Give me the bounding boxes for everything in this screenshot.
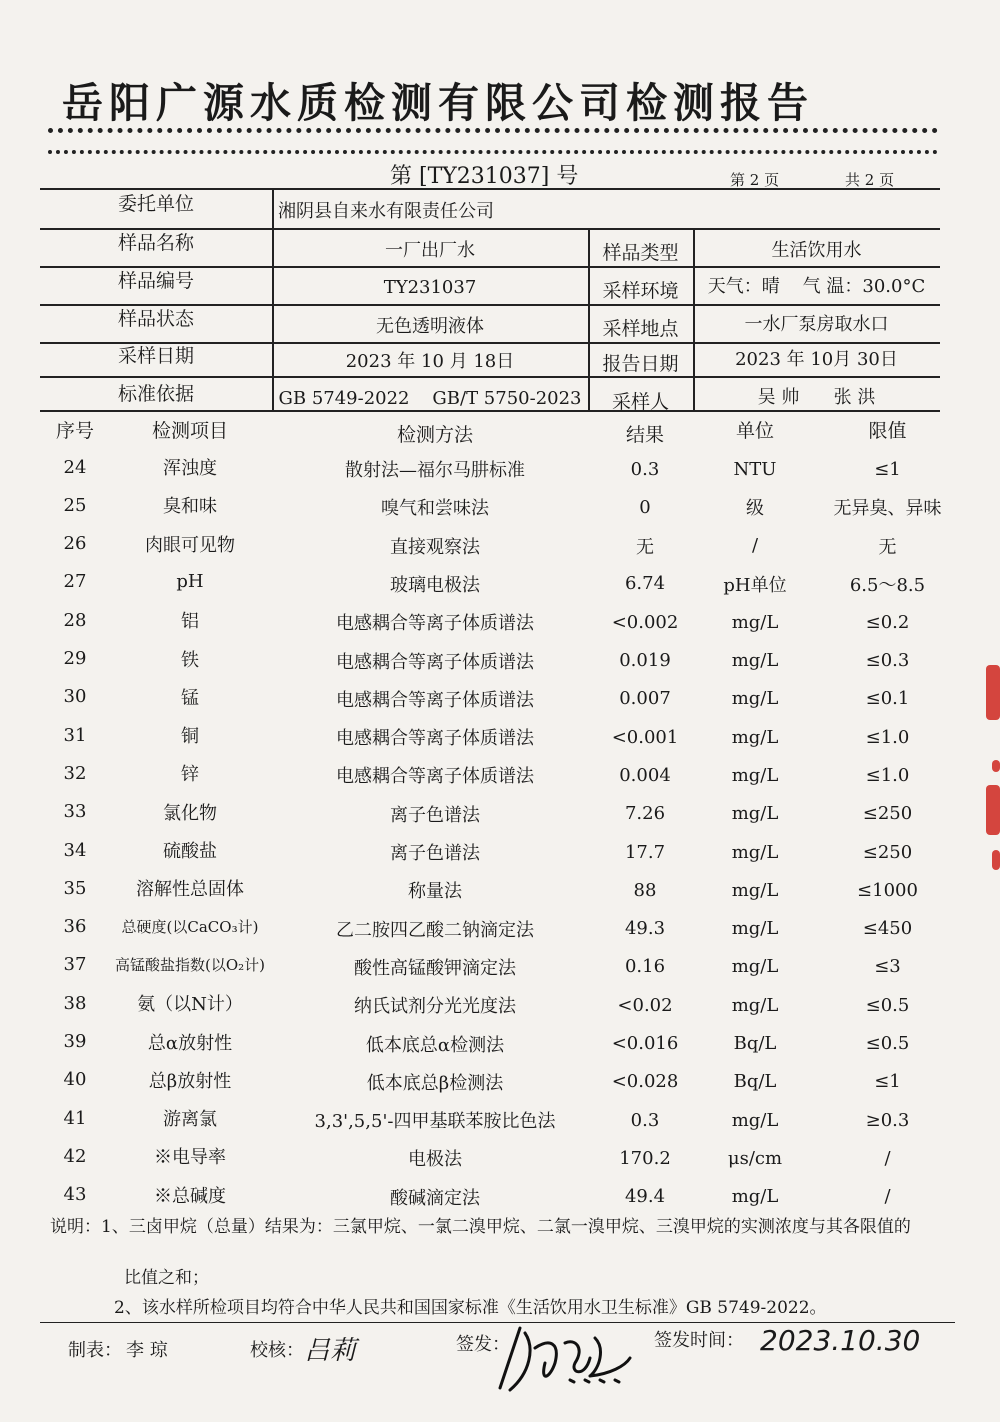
cell-unit: mg/L [731,879,779,901]
standard-label: 标准依据 [117,382,194,405]
cell-unit: 级 [746,498,764,520]
cell-result: 0.007 [619,688,671,710]
cell-limit: 6.5～8.5 [849,574,926,596]
table-row [40,448,960,486]
cell-seq: 34 [63,839,87,861]
stamp-edge-mark [986,785,1000,835]
sample-name-label: 样品名称 [117,231,194,254]
state-label: 样品状态 [117,307,194,330]
cell-result: 无 [636,536,654,558]
cell-item: pH [176,571,204,593]
sampler-value: 吴 帅 张 洪 [757,387,876,408]
results-header [40,410,960,448]
sampler-label: 采样人 [611,390,669,413]
cell-result: <0.028 [611,1071,679,1093]
issue-time: 2023.10.30 [760,1324,921,1357]
checked-by-signature: 吕莉 [304,1336,357,1366]
cell-item: 游离氯 [163,1109,217,1131]
cell-unit: mg/L [731,726,779,748]
sample-no-label: 样品编号 [117,269,194,292]
cell-seq: 41 [63,1107,87,1129]
cell-item: ※电导率 [154,1147,226,1169]
cell-seq: 43 [63,1184,87,1206]
table-row [40,1176,960,1214]
page-total: 共 2 页 [845,171,895,189]
cell-limit: ≤0.5 [865,1033,910,1054]
cell-item: 溶解性总固体 [136,879,244,901]
table-row [40,946,960,984]
table-row [40,716,960,754]
cell-limit: ≤1000 [857,879,918,901]
col-header-item: 检测项目 [151,419,228,442]
cell-limit: ≥0.3 [865,1109,910,1131]
cell-unit: mg/L [731,1186,779,1208]
col-header-result: 结果 [625,423,664,446]
sample-name-value: 一厂出厂水 [385,240,475,261]
cell-unit: Bq/L [733,1071,777,1093]
cell-seq: 33 [63,801,87,823]
client-label: 委托单位 [117,192,194,215]
location-value: 一水厂泵房取水口 [744,314,889,335]
page-current: 第 2 页 [730,171,780,189]
env-value: 天气：晴 气 温：30.0°C [707,276,926,297]
cell-result: 17.7 [624,841,666,863]
cell-method: 电感耦合等离子体质谱法 [336,766,534,788]
cell-result: <0.016 [611,1033,679,1054]
cell-method: 嗅气和尝味法 [381,498,489,520]
state-value: 无色透明液体 [376,316,484,337]
stamp-edge-mark [992,850,1000,870]
cell-seq: 26 [63,533,87,555]
note-line-1-continued: 比值之和； [124,1268,209,1288]
cell-unit: / [751,535,759,557]
cell-unit: pH单位 [723,574,787,596]
table-row [40,908,960,946]
cell-item: 锰 [181,687,199,709]
cell-unit: NTU [733,458,777,480]
client-value: 湘阴县自来水有限责任公司 [278,201,494,222]
prepared-by-label: 制表： [68,1340,122,1361]
cell-item: 总α放射性 [147,1032,233,1054]
cell-limit: ≤3 [874,956,901,978]
signed-by-label: 签发： [456,1334,510,1355]
cell-seq: 39 [63,1031,87,1052]
issue-time-label: 签发时间： [654,1330,744,1351]
cell-limit: ≤0.3 [865,650,910,671]
cell-result: 0 [639,496,651,518]
cell-limit: / [884,1147,891,1169]
cell-seq: 36 [63,916,87,938]
cell-seq: 30 [63,686,87,708]
report-date-value: 2023 年 10月 30日 [735,349,898,370]
checked-by-label: 校核： [250,1340,304,1361]
table-row [40,601,960,639]
cell-seq: 37 [63,954,87,976]
cell-method: 低本底总β检测法 [366,1072,504,1094]
cell-unit: Bq/L [733,1033,777,1054]
cell-limit: ≤250 [862,841,913,863]
table-row [40,525,960,563]
cell-result: 0.16 [624,956,666,978]
note-line-1: 说明：1、三卤甲烷（总量）结果为：三氯甲烷、一氯二溴甲烷、二氯一溴甲烷、三溴甲烷的实测浓度与其各限值的 [50,1217,911,1237]
cell-method: 电感耦合等离子体质谱法 [336,728,534,750]
cell-limit: ≤250 [862,803,913,825]
cell-method: 直接观察法 [390,536,480,558]
cell-method: 纳氏试剂分光光度法 [354,996,516,1018]
cell-seq: 31 [63,724,87,746]
prepared-by: 李 琼 [126,1340,168,1361]
cell-seq: 29 [63,648,87,669]
cell-result: 6.74 [624,573,666,595]
cell-item: 氯化物 [163,802,217,824]
cell-unit: mg/L [731,650,779,671]
col-header-seq: 序号 [55,419,94,442]
stamp-edge-mark [986,665,1000,720]
cell-unit: mg/L [731,764,779,786]
cell-method: 电感耦合等离子体质谱法 [336,613,534,635]
sample-type-value: 生活饮用水 [771,240,862,261]
cell-method: 散射法—福尔马肼标准 [345,460,525,481]
cell-limit: ≤0.1 [865,688,910,710]
cell-result: 0.3 [630,458,660,480]
cell-limit: ≤450 [862,918,913,940]
cell-limit: ≤1 [874,1071,901,1093]
cell-result: 88 [633,879,657,901]
cell-item: 铜 [181,726,199,748]
cell-seq: 38 [63,992,87,1014]
cell-item: 肉眼可见物 [145,534,235,556]
cell-result: 7.26 [624,803,666,825]
cell-seq: 24 [63,456,87,478]
cell-method: 乙二胺四乙酸二钠滴定法 [336,919,534,941]
table-row [40,831,960,869]
cell-method: 离子色谱法 [390,804,480,826]
cell-unit: mg/L [731,841,779,863]
cell-item: 锌 [181,764,199,786]
cell-method: 称量法 [408,881,462,903]
table-row [40,984,960,1022]
cell-result: 0.004 [619,764,671,786]
cell-result: <0.002 [611,611,679,633]
title-dotted-rule-upper [48,128,938,133]
cell-method: 3,3',5,5'-四甲基联苯胺比色法 [314,1111,556,1133]
table-row [40,1099,960,1137]
cell-item: 总硬度(以CaCO₃计) [121,918,259,937]
cell-result: <0.02 [617,994,673,1016]
cell-item: 浑浊度 [163,458,217,479]
cell-method: 电极法 [408,1149,462,1171]
cell-result: 0.019 [619,650,671,671]
cell-unit: mg/L [731,956,779,978]
cell-item: 硫酸盐 [163,841,217,862]
issuer-signature [490,1318,650,1398]
sample-date-value: 2023 年 10 月 18日 [345,351,515,372]
cell-limit: 无异臭、异味 [833,498,942,520]
cell-method: 电感耦合等离子体质谱法 [336,689,534,711]
cell-limit: / [884,1186,891,1208]
cell-seq: 32 [63,762,87,784]
cell-unit: μs/cm [727,1147,783,1169]
cell-unit: mg/L [731,688,779,710]
cell-method: 电感耦合等离子体质谱法 [336,651,534,673]
cell-unit: mg/L [731,918,779,940]
cell-seq: 40 [63,1069,87,1091]
cell-item: 铁 [181,649,199,671]
cell-item: 铝 [181,611,199,633]
cell-method: 酸碱滴定法 [390,1187,480,1209]
cell-limit: ≤0.5 [865,994,910,1016]
cell-item: 总β放射性 [148,1070,232,1092]
report-date-label: 报告日期 [602,352,679,375]
cell-method: 低本底总α检测法 [365,1034,505,1056]
table-row [40,869,960,907]
cell-item: 高锰酸盐指数(以O₂计) [114,956,265,975]
cell-limit: ≤1.0 [865,764,910,786]
cell-unit: mg/L [731,803,779,825]
cell-limit: ≤1 [874,458,901,480]
cell-unit: mg/L [731,994,779,1016]
sample-date-label: 采样日期 [117,344,194,367]
cell-unit: mg/L [731,1109,779,1131]
cell-method: 离子色谱法 [390,843,480,864]
cell-item: 氨（以N计） [137,994,243,1016]
standard-value: GB 5749-2022 GB/T 5750-2023 [278,387,582,409]
cell-method: 玻璃电极法 [390,574,480,596]
stamp-edge-mark [992,760,1000,772]
table-row [40,1061,960,1099]
cell-unit: mg/L [731,611,779,633]
sample-type-label: 样品类型 [602,241,679,264]
note-line-2: 2、该水样所检项目均符合中华人民共和国国家标准《生活饮用水卫生标准》GB 5749-2022。 [114,1298,827,1318]
table-row [40,754,960,792]
col-header-method: 检测方法 [396,423,473,446]
location-label: 采样地点 [602,317,679,340]
env-label: 采样环境 [602,279,679,302]
cell-seq: 25 [63,494,87,516]
col-header-limit: 限值 [868,419,907,442]
cell-result: 0.3 [630,1109,660,1131]
table-row [40,678,960,716]
cell-seq: 35 [63,877,87,899]
cell-limit: 无 [878,536,897,558]
cell-result: <0.001 [611,726,679,748]
cell-seq: 42 [63,1145,87,1167]
cell-limit: ≤0.2 [865,611,910,633]
title-dotted-rule-lower [48,150,938,154]
col-header-unit: 单位 [735,419,774,442]
table-row [40,563,960,601]
table-row [40,486,960,524]
cell-seq: 27 [63,571,87,593]
cell-result: 49.4 [624,1186,666,1208]
cell-method: 酸性高锰酸钾滴定法 [354,957,516,979]
cell-result: 49.3 [624,918,666,940]
cell-item: 臭和味 [163,496,217,518]
cell-limit: ≤1.0 [865,726,910,748]
report-number: 第 [TY231037] 号 [390,164,579,189]
table-row [40,1023,960,1061]
table-row [40,1137,960,1175]
cell-result: 170.2 [619,1147,671,1169]
cell-item: ※总碱度 [154,1185,226,1207]
cell-seq: 28 [63,609,87,631]
table-row [40,793,960,831]
sample-no-value: TY231037 [383,276,477,298]
report-title: 岳阳广源水质检测有限公司检测报告 [62,79,814,127]
table-row [40,640,960,678]
